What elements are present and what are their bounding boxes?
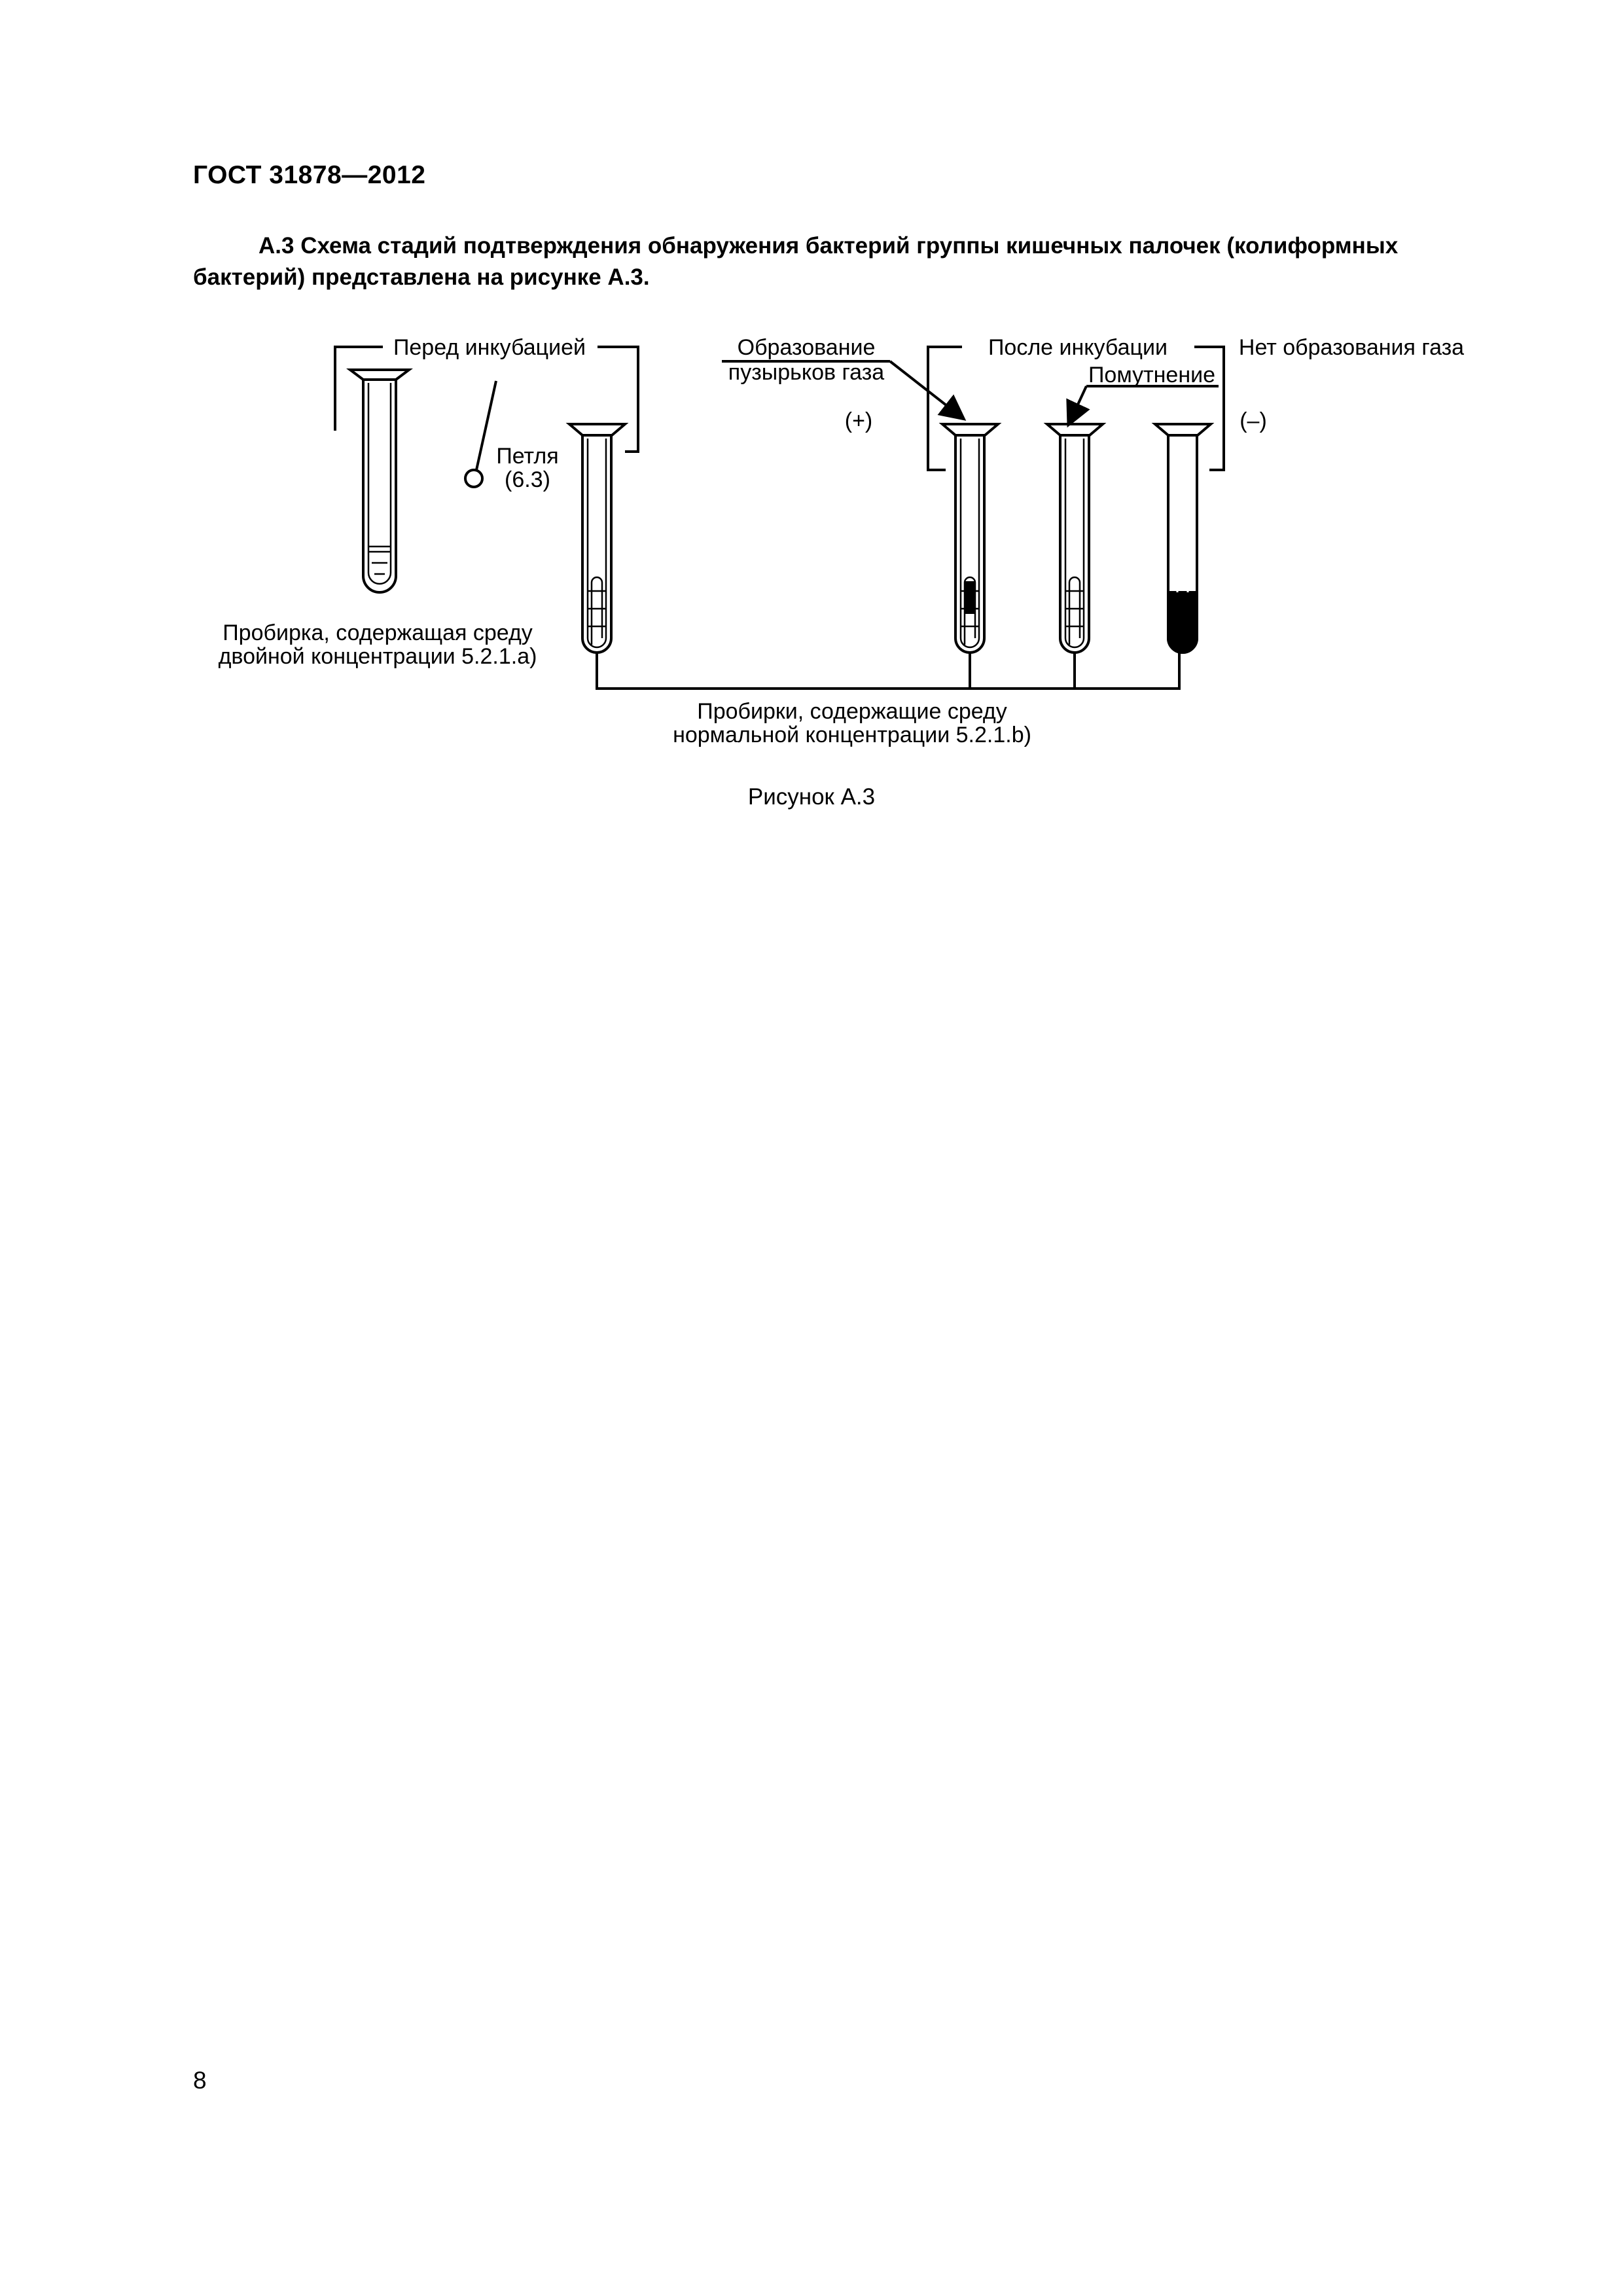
label-double-line2: двойной концентрации 5.2.1.a) (218, 644, 537, 669)
label-after-incubation: После инкубации (988, 335, 1168, 360)
connector-line (597, 653, 1179, 689)
tube-gas-positive (942, 424, 998, 653)
tube-normal-before (569, 424, 625, 653)
figure-caption: Рисунок А.3 (747, 784, 876, 810)
inoculation-loop (465, 381, 496, 487)
paragraph-text: А.3 Схема стадий подтверждения обнаружения бактерий группы кишечных палочек (колиформных бактерий) представлена на рисунке А.3. (193, 233, 1399, 290)
label-before-incubation: Перед инкубацией (393, 335, 586, 360)
label-loop-line2: (6.3) (505, 467, 550, 492)
label-normal-line1: Пробирки, содержащие среду (697, 699, 1007, 724)
label-normal-line2: нормальной концентрации 5.2.1.b) (673, 723, 1031, 747)
tube-turbidity (1047, 424, 1103, 653)
label-gas-line2: пузырьков газа (728, 360, 885, 385)
figure-a3-diagram (0, 0, 1623, 785)
tube-no-gas-negative (1155, 424, 1211, 653)
label-loop-line1: Петля (496, 444, 559, 469)
label-turbidity: Помутнение (1088, 363, 1216, 387)
page-number: 8 (193, 2067, 207, 2094)
label-gas-line1: Образование (737, 335, 876, 360)
tube-double-concentration (350, 370, 409, 592)
document-header: ГОСТ 31878—2012 (193, 161, 426, 189)
label-plus: (+) (844, 408, 873, 433)
label-no-gas: Нет образования газа (1238, 335, 1465, 360)
label-minus: (–) (1240, 408, 1267, 433)
label-double-line1: Пробирка, содержащая среду (223, 620, 533, 645)
